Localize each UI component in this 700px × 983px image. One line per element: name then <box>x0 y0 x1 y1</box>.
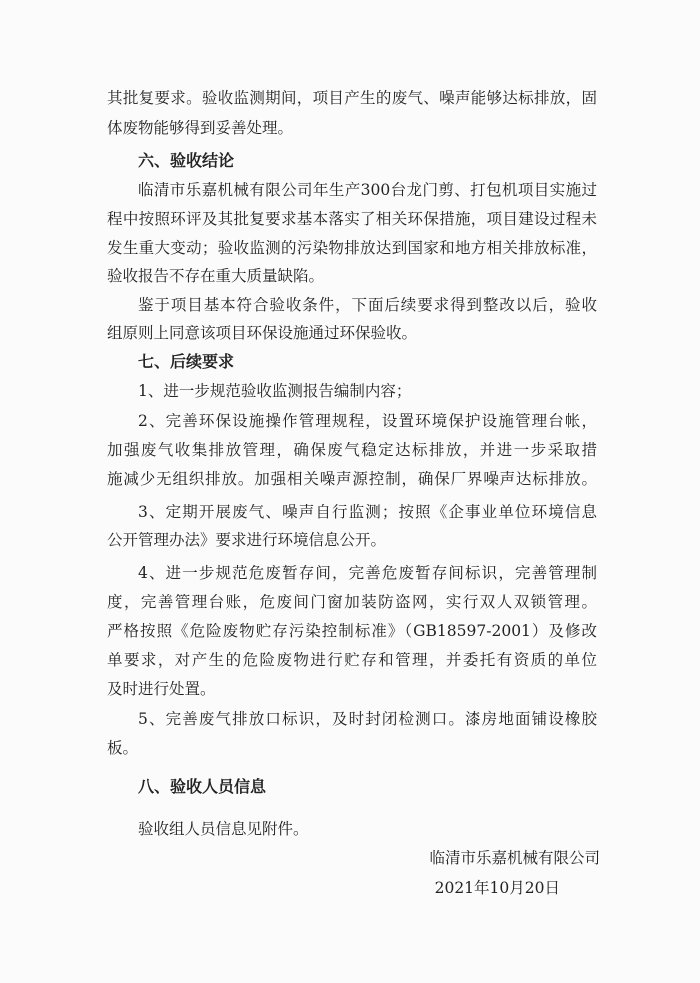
text-line: 单要求，对产生的危险废物进行贮存和管理，并委托有资质的单位 <box>107 651 597 669</box>
list-item: 2、完善环保设施操作管理规程，设置环境保护设施管理台帐， <box>138 412 597 430</box>
list-item: 1、进一步规范验收监测报告编制内容； <box>138 382 412 400</box>
text-line: 及时进行处置。 <box>107 680 216 698</box>
section-8-title: 八、验收人员信息 <box>138 777 267 796</box>
text-line: 发生重大变动；验收监测的污染物排放达到国家和地方相关排放标准， <box>107 239 597 257</box>
text-line: 程中按照环评及其批复要求基本落实了相关环保措施，项目建设过程未 <box>107 210 597 228</box>
text-line: 验收组人员信息见附件。 <box>138 820 309 838</box>
text-line: 施减少无组织排放。加强相关噪声源控制，确保厂界噪声达标排放。 <box>107 470 597 488</box>
text-line: 验收报告不存在重大质量缺陷。 <box>107 267 325 285</box>
list-item: 5、完善废气排放口标识，及时封闭检测口。漆房地面铺设橡胶 <box>138 710 597 728</box>
text-line: 度，完善管理台账，危废间门窗加装防盗网，实行双人双锁管理。 <box>107 593 597 611</box>
text-line: 板。 <box>107 739 139 757</box>
list-item: 4、进一步规范危废暂存间，完善危废暂存间标识，完善管理制 <box>138 564 597 582</box>
signature-company: 临清市乐嘉机械有限公司 <box>429 849 600 867</box>
text-line: 其批复要求。验收监测期间，项目产生的废气、噪声能够达标排放，固 <box>107 89 597 107</box>
text-line: 鉴于项目基本符合验收条件，下面后续要求得到整改以后，验收 <box>138 296 597 314</box>
signature-date: 2021年10月20日 <box>434 879 560 897</box>
text-line: 严格按照《危险废物贮存污染控制标准》（GB18597-2001）及修改 <box>107 622 597 640</box>
text-line: 组原则上同意该项目环保设施通过环保验收。 <box>107 324 418 342</box>
text-line: 体废物能够得到妥善处理。 <box>107 119 294 137</box>
section-7-title: 七、后续要求 <box>138 352 235 371</box>
text-line: 临清市乐嘉机械有限公司年生产300台龙门剪、打包机项目实施过 <box>138 181 597 199</box>
text-line: 公开管理办法》要求进行环境信息公开。 <box>107 531 387 549</box>
text-line: 加强废气收集排放管理，确保废气稳定达标排放，并进一步采取措 <box>107 441 597 459</box>
section-6-title: 六、验收结论 <box>138 151 235 170</box>
list-item: 3、定期开展废气、噪声自行监测；按照《企事业单位环境信息 <box>138 503 597 521</box>
